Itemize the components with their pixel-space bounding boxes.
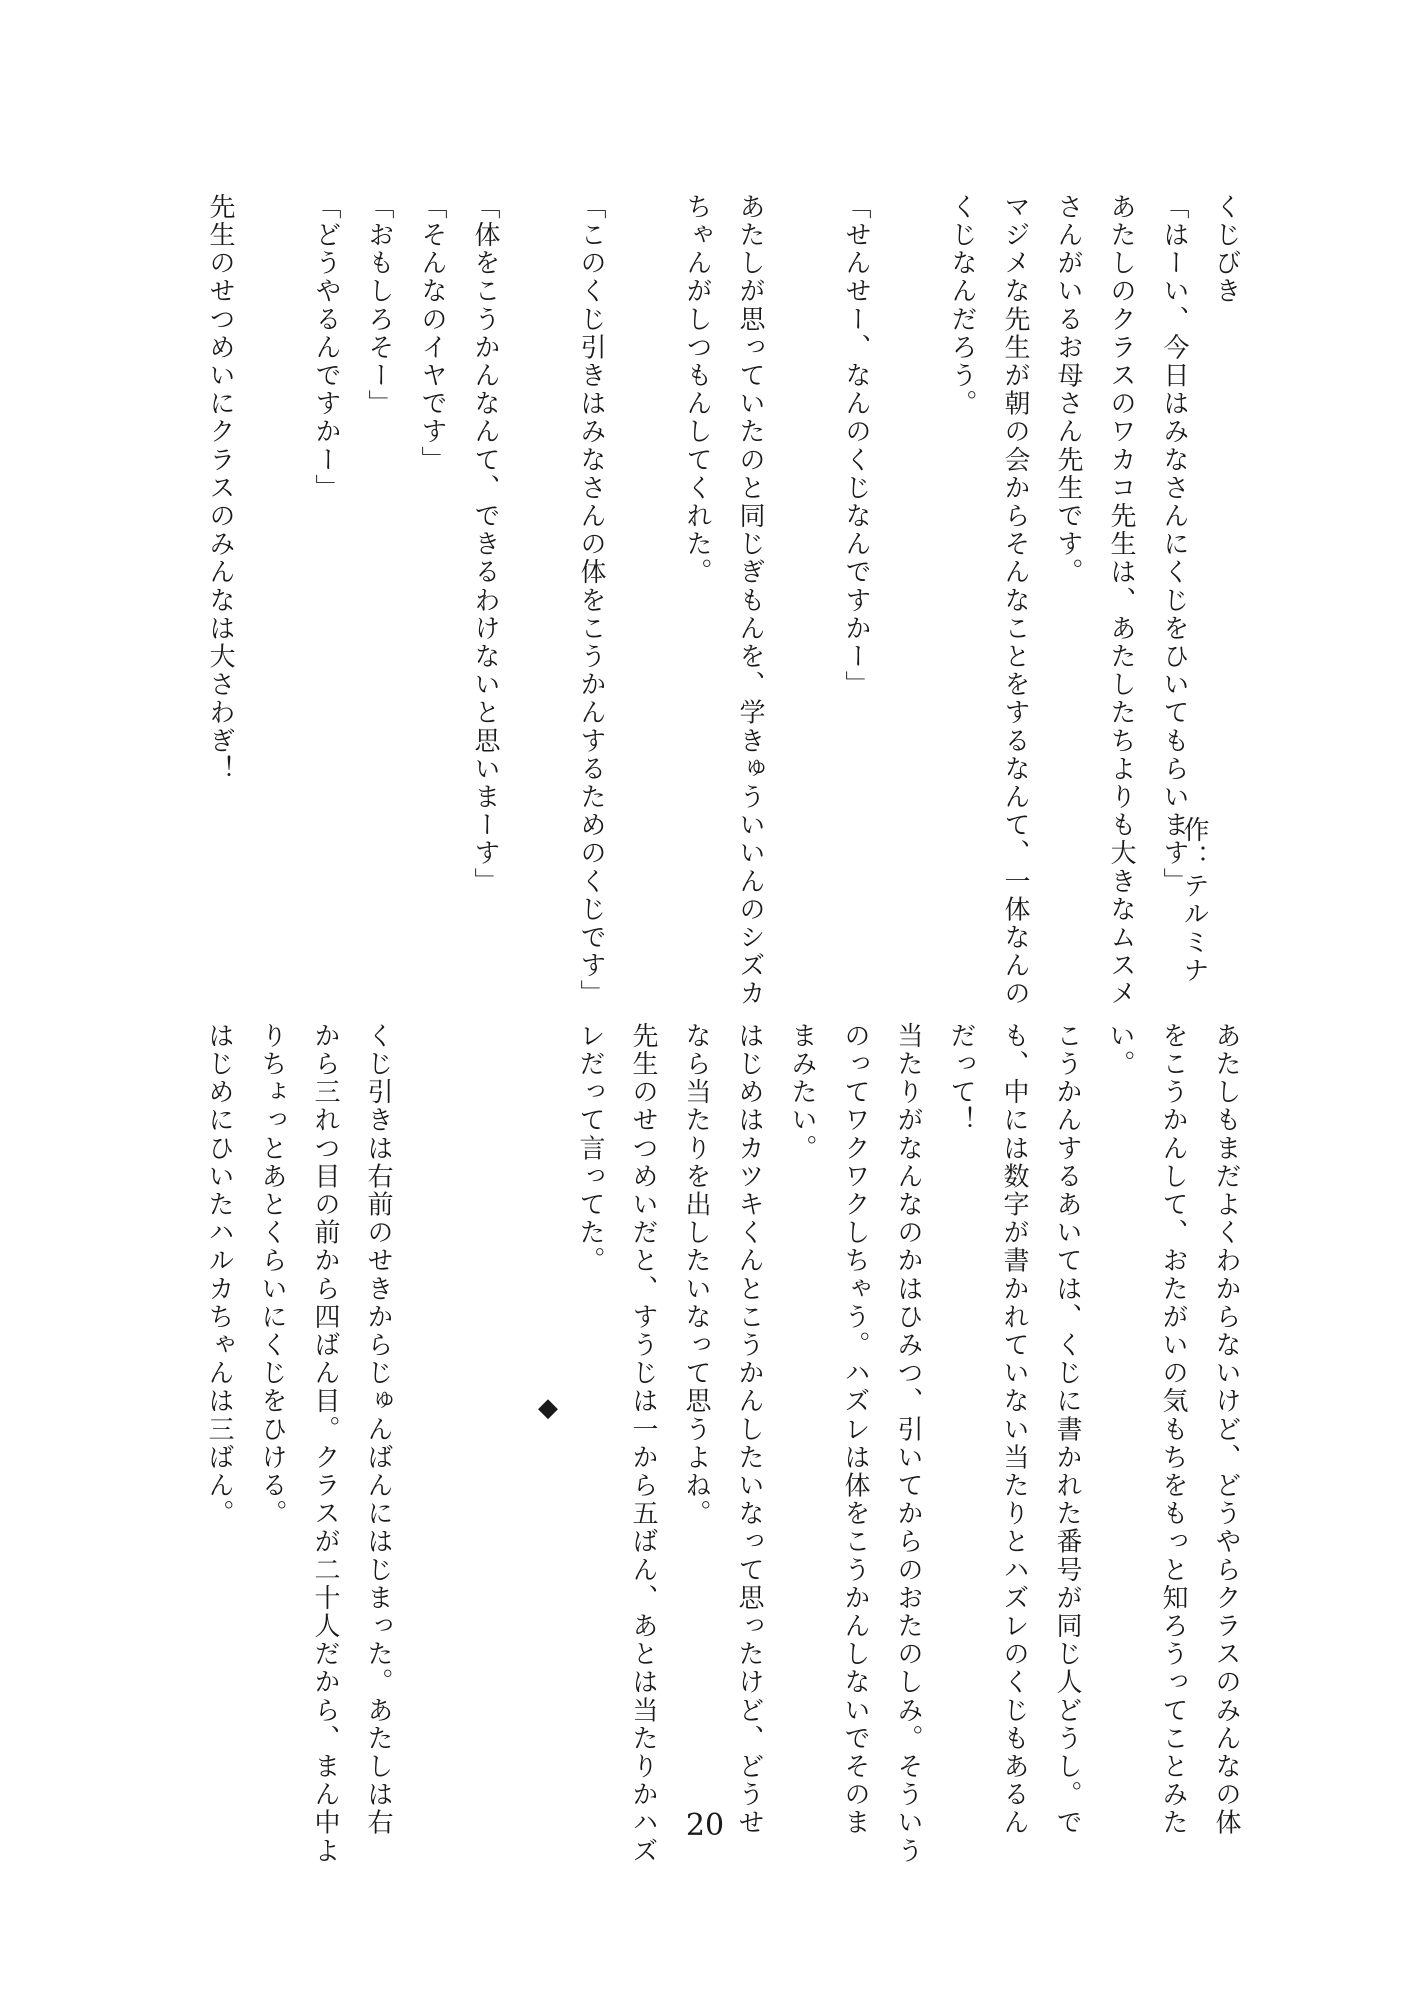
author-credit: 作：テルミナ xyxy=(1179,816,1209,985)
page-number: 20 xyxy=(685,1808,725,1843)
scene-break-diamond: ◆ xyxy=(538,1393,558,1423)
upper-text-block: 「はーい、今日はみなさんにくじをひいてもらいます」 あたしのクラスのワカコ先生は、あたしたちよりも大きなムスメ さんがいるお母さん先生です。 マジメな先生が朝の会からそんなことをするなんて、一体なんの くじなんだろう。 「せんせー、なんのくじなんですかー」 あたしが思っていたのと同じぎもんを、学きゅういいんのシズカ ちゃんがしつもんしてくれた。 「このくじ引きはみなさんの体をこうかんするためのくじです」 「体をこうかんなんて、できるわけないと思いまーす」 「そんなのイヤです」 「おもしろそー」 「どうやるんですかー」 先生のせつめいにクラスのみんなは大さわぎ！ xyxy=(205,193,1189,1008)
story-title: くじびき xyxy=(1211,193,1241,306)
lower-text-block: あたしもまだよくわからないけど、どうやらクラスのみんなの体 をこうかんして、おたがいの気もちをもっと知ろうってことみた い。 こうかんするあいては、くじに書かれた番号が同じ人どうし。で も、中には数字が書かれていない当たりとハズレのくじもあるん だって！ 当たりがなんなのかはひみつ、引いてからのおたのしみ。そういう のってワクワクしちゃう。ハズレは体をこうかんしないでそのま まみたい。 はじめはカツキくんとこうかんしたいなって思ったけど、どうせ なら当たりを出したいなって思うよね。 先生のせつめいだと、すうじは一から五ばん、あとは当たりかハズ レだって言ってた。 くじ引きは右前のせきからじゅんばんにはじまった。あたしは右 から三れつ目の前から四ばん目。クラスが二十人だから、まん中よ りちょっとあとくらいにくじをひける。 はじめにひいたハルカちゃんは三ばん。 xyxy=(204,1022,1241,1865)
